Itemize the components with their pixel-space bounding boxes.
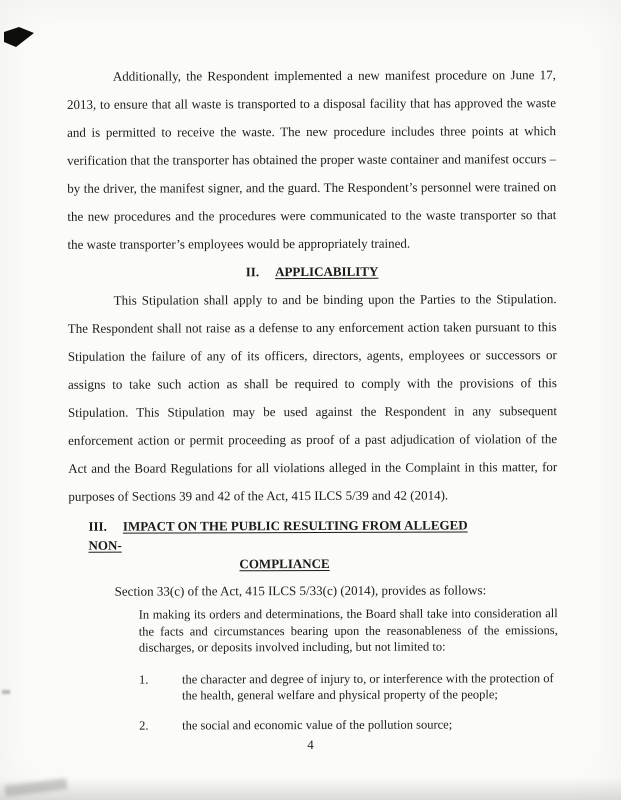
document-body [67, 61, 558, 747]
paragraph-manifest-procedure: Additionally, the Respondent implemented a new manifest procedure on June 17, 2013, to ensure that all waste is transported to a disposal facility that has approved the waste and is permitted to receive the waste. The new procedure includes three points at which verification that the transporter has obtained the proper waste container and manifest occurs – by the driver, the manifest signer, and the guard. The Respondent’s personnel were trained on the new procedures and the procedures were communicated to the waste transporter so that the waste transporter’s employees would be appropriately trained. [66, 67, 557, 252]
scan-artifact-bottom-band [0, 778, 621, 800]
section-title-continued: COMPLIANCE [239, 555, 330, 572]
scan-artifact-top-left [4, 27, 34, 47]
list-item-text: the social and economic value of the pollution source; [182, 717, 453, 732]
list-item-number: 2. [139, 718, 149, 733]
statute-factors-list [69, 670, 558, 734]
list-item-text: the character and degree of injury to, or interference with the protection of the health, general welfare and physical property of the people; [181, 670, 554, 703]
section-number: III. [88, 518, 107, 534]
scan-artifact-left-speck [2, 690, 10, 694]
section-heading-applicability [67, 257, 556, 287]
paragraph-stipulation-binding: This Stipulation shall apply to and be binding upon the Parties to the Stipulation. The Respondent shall not raise as a defense to any enforcement action taken pursuant to this Stipulation the failure of any of its officers, directors, agents, employees or successors or assigns to take such action as shall be required to comply with the provisions of this Stipulation. This Stipulation may be used against the Respondent in any subsequent enforcement action or permit proceeding as proof of a past adjudication of violation of the Act and the Board Regulations for all violations alleged in the Complaint in this matter, for purposes of Sections 39 and 42 of the Act, 415 ILCS 5/39 and 42 (2014). [67, 291, 558, 504]
section-title: APPLICABILITY [275, 263, 379, 280]
paragraph-section-33c: Section 33(c) of the Act, 415 ILCS 5/33(c) (2014), provides as follows: [114, 582, 487, 599]
section-title: IMPACT ON THE PUBLIC RESULTING FROM ALLEGED NON- [88, 517, 468, 553]
list-item [139, 716, 558, 734]
page-number: 4 [307, 737, 314, 752]
section-number: II. [245, 264, 260, 280]
statute-blockquote: In making its orders and determinations, the Board shall take into consideration all the facts and circumstances bearing upon the reasonableness of the emissions, discharges, or deposits involved including, but not limited to: [138, 606, 558, 655]
list-item-number: 1. [138, 672, 149, 687]
scan-artifact-bottom-left [5, 778, 68, 796]
list-item [139, 670, 558, 704]
section-heading-impact-line2 [89, 553, 481, 573]
section-heading-impact-line1 [88, 515, 480, 554]
section-heading-impact [88, 515, 480, 573]
